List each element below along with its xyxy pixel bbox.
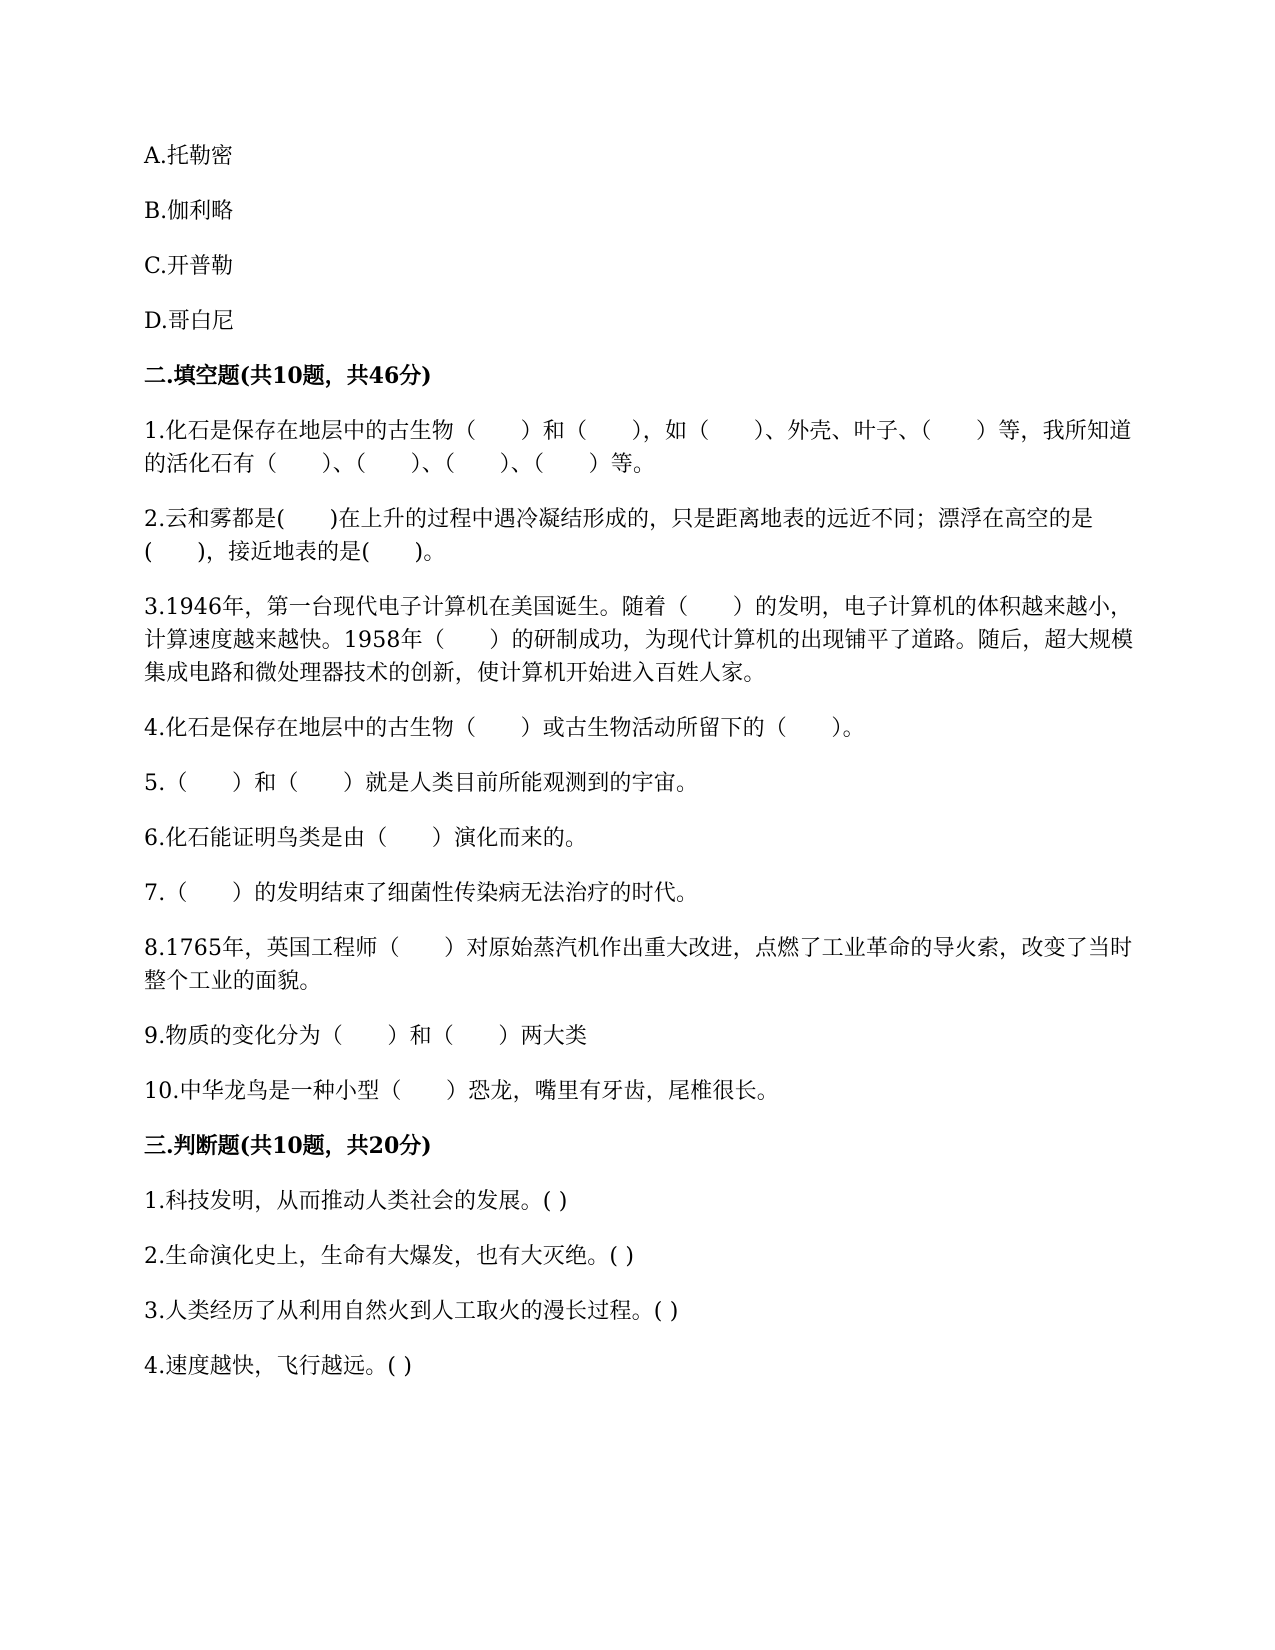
true-false-question-3: 3.人类经历了从利用自然火到人工取火的漫长过程。( ): [144, 1299, 679, 1324]
option-b: B.伽利略: [144, 199, 234, 224]
document-page: [144, 140, 1134, 1405]
fill-blank-question-6: 6.化石能证明鸟类是由（ ）演化而来的。: [144, 826, 588, 851]
fill-blank-question-9: 9.物质的变化分为（ ）和（ ）两大类: [144, 1024, 588, 1049]
fill-blank-question-8: 8.1765年，英国工程师（ ）对原始蒸汽机作出重大改进，点燃了工业革命的导火索，改变了当时整个工业的面貌。: [144, 936, 1133, 994]
option-d: D.哥白尼: [144, 309, 234, 334]
fill-blank-question-5: 5.（ ）和（ ）就是人类目前所能观测到的宇宙。: [144, 771, 699, 796]
fill-blank-question-3: 3.1946年，第一台现代电子计算机在美国诞生。随着（ ）的发明，电子计算机的体积越来越小，计算速度越来越快。1958年（ ）的研制成功，为现代计算机的出现铺平了道路。随后，超大规模集成电路和微处理器技术的创新，使计算机开始进入百姓人家。: [144, 595, 1134, 686]
fill-blank-question-7: 7.（ ）的发明结束了细菌性传染病无法治疗的时代。: [144, 881, 699, 906]
fill-blank-question-1: 1.化石是保存在地层中的古生物（ ）和（ ），如（ ）、外壳、叶子、（ ）等，我所知道的活化石有（ ）、（ ）、（ ）、（ ）等。: [144, 419, 1132, 477]
fill-blank-question-4: 4.化石是保存在地层中的古生物（ ）或古生物活动所留下的（ ）。: [144, 716, 865, 741]
section-heading-fill-blank: 二.填空题(共10题，共46分): [144, 363, 432, 389]
section-heading-true-false: 三.判断题(共10题，共20分): [144, 1133, 432, 1159]
true-false-question-2: 2.生命演化史上，生命有大爆发，也有大灭绝。( ): [144, 1244, 635, 1269]
option-c: C.开普勒: [144, 254, 234, 279]
fill-blank-question-2: 2.云和雾都是( )在上升的过程中遇冷凝结形成的，只是距离地表的远近不同；漂浮在高空的是( )，接近地表的是( )。: [144, 507, 1094, 565]
true-false-question-4: 4.速度越快，飞行越远。( ): [144, 1354, 413, 1379]
true-false-question-1: 1.科技发明，从而推动人类社会的发展。( ): [144, 1189, 568, 1214]
option-a: A.托勒密: [144, 144, 233, 169]
fill-blank-question-10: 10.中华龙鸟是一种小型（ ）恐龙，嘴里有牙齿，尾椎很长。: [144, 1079, 779, 1104]
